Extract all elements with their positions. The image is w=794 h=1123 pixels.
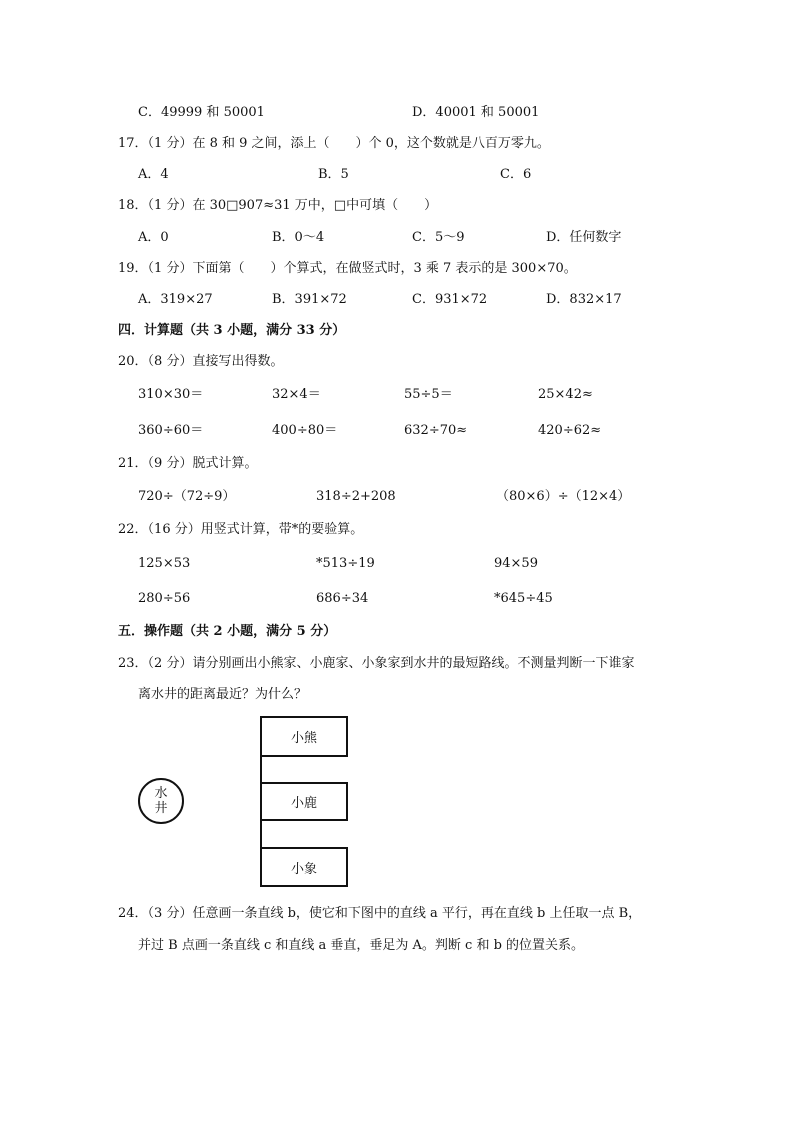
q17-stem: 17．（1 分）在 8 和 9 之间，添上（ ）个 0，这个数就是八百万零九。 bbox=[118, 136, 550, 151]
q20-item: 310×30＝ bbox=[138, 387, 204, 402]
q21-item: 720÷（72÷9） bbox=[138, 489, 236, 504]
q20-item: 420÷62≈ bbox=[538, 423, 602, 438]
q18-option-a: A．0 bbox=[138, 230, 169, 245]
q20-item: 32×4＝ bbox=[272, 387, 321, 402]
q19-option-d: D．832×17 bbox=[546, 292, 622, 307]
q24-stem-line-1: 24．（3 分）任意画一条直线 b，使它和下图中的直线 a 平行，再在直线 b 上任取一点 B， bbox=[118, 906, 642, 921]
house-label: 小象 bbox=[290, 861, 317, 877]
q17-option-a: A．4 bbox=[138, 167, 169, 182]
house-little-bear bbox=[260, 716, 348, 757]
q18-option-c: C．5～9 bbox=[412, 230, 465, 245]
q22-stem: 22．（16 分）用竖式计算，带*的要验算。 bbox=[118, 522, 364, 537]
q19-option-c: C．931×72 bbox=[412, 292, 488, 307]
q20-item: 632÷70≈ bbox=[404, 423, 468, 438]
well-label-top: 水 bbox=[154, 786, 168, 801]
water-well bbox=[138, 778, 184, 824]
q22-item: 686÷34 bbox=[316, 591, 369, 606]
q23-stem-line-2: 离水井的距离最近？为什么？ bbox=[138, 687, 308, 702]
q18-option-b: B．0～4 bbox=[272, 230, 325, 245]
q18-option-d: D．任何数字 bbox=[546, 230, 622, 245]
house-little-elephant bbox=[260, 847, 348, 887]
house-label: 小鹿 bbox=[290, 796, 317, 811]
house-label: 小熊 bbox=[290, 731, 317, 746]
q22-item: 94×59 bbox=[494, 556, 538, 571]
section-4-heading: 四．计算题（共 3 小题，满分 33 分） bbox=[118, 323, 346, 338]
q22-item: 125×53 bbox=[138, 556, 191, 571]
q21-item: （80×6）÷（12×4） bbox=[496, 489, 631, 504]
q24-stem-line-2: 并过 B 点画一条直线 c 和直线 a 垂直，垂足为 A。判断 c 和 b 的位置关系。 bbox=[138, 938, 585, 953]
q20-item: 55÷5＝ bbox=[404, 387, 453, 402]
q17-option-b: B．5 bbox=[318, 167, 349, 182]
q19-option-a: A．319×27 bbox=[138, 292, 213, 307]
q17-option-c: C．6 bbox=[500, 167, 532, 182]
q16-option-d: D．40001 和 50001 bbox=[412, 105, 540, 120]
q23-stem-line-1: 23．（2 分）请分别画出小熊家、小鹿家、小象家到水井的最短路线。不测量判断一下谁家 bbox=[118, 656, 635, 671]
q22-item: 280÷56 bbox=[138, 591, 191, 606]
house-little-deer bbox=[260, 782, 348, 821]
q19-option-b: B．391×72 bbox=[272, 292, 347, 307]
q22-item: *645÷45 bbox=[494, 591, 553, 606]
q20-item: 360÷60＝ bbox=[138, 423, 204, 438]
well-label-bottom: 井 bbox=[154, 801, 168, 816]
q18-stem: 18．（1 分）在 30□907≈31 万中，□中可填（ ） bbox=[118, 198, 438, 213]
q16-option-c: C．49999 和 50001 bbox=[138, 105, 265, 120]
section-5-heading: 五．操作题（共 2 小题，满分 5 分） bbox=[118, 624, 337, 639]
q20-item: 25×42≈ bbox=[538, 387, 593, 402]
q21-item: 318÷2+208 bbox=[316, 489, 396, 504]
q20-item: 400÷80＝ bbox=[272, 423, 338, 438]
q21-stem: 21．（9 分）脱式计算。 bbox=[118, 456, 258, 471]
q20-stem: 20．（8 分）直接写出得数。 bbox=[118, 354, 284, 369]
q22-item: *513÷19 bbox=[316, 556, 375, 571]
q19-stem: 19．（1 分）下面第（ ）个算式，在做竖式时，3 乘 7 表示的是 300×70。 bbox=[118, 261, 577, 276]
